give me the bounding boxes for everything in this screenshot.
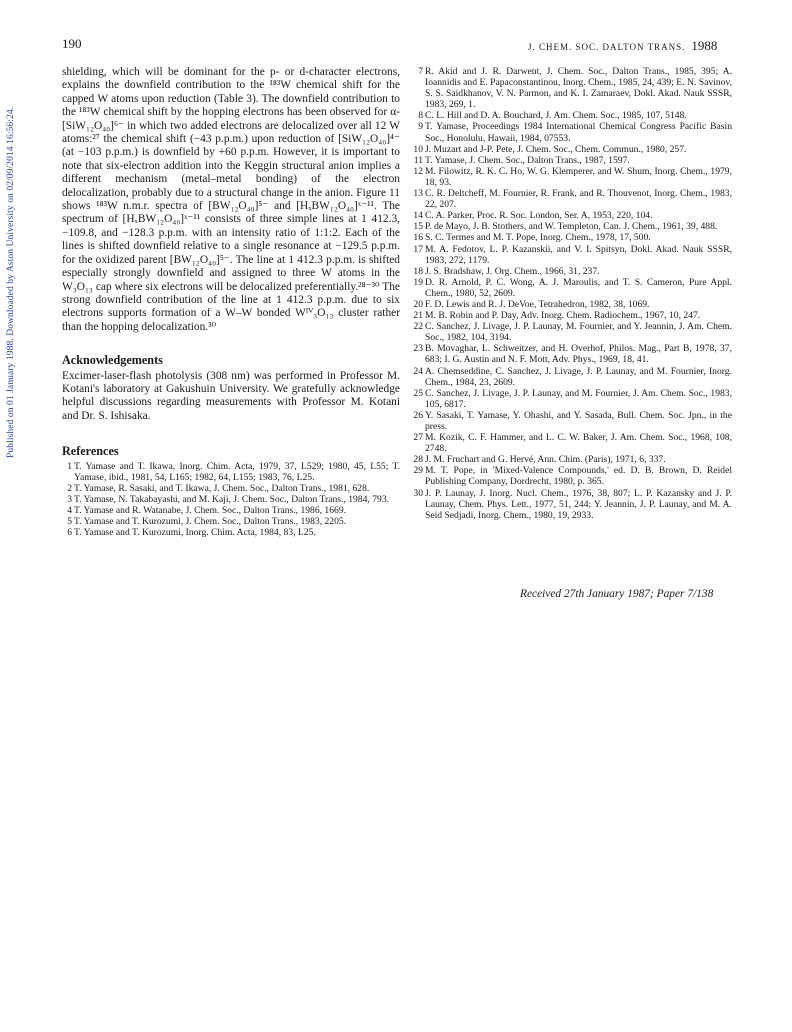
reference-item [412, 244, 732, 266]
reference-item [412, 488, 732, 521]
reference-number: 6 [67, 527, 72, 539]
reference-text: F. D. Lewis and R. J. DeVoe, Tetrahedron, 1982, 38, 1069. [425, 298, 650, 310]
reference-text: J. Muzart and J-P. Pete, J. Chem. Soc., Chem. Commun., 1980, 257. [425, 143, 687, 155]
reference-number: 15 [413, 221, 423, 233]
reference-number: 30 [413, 487, 423, 499]
reference-text: Y. Sasaki, T. Yamase, Y. Ohashi, and Y. Sasada, Bull. Chem. Soc. Jpn., in the press. [425, 409, 732, 432]
body-paragraph: shielding, which will be dominant for the p- or d-character electrons, explains the downfield contribution to the ¹⁸³W chemical shift for the capped W atoms upon reduction (Table 3). The downfield contribution to the ¹⁸³W chemical shift by the hopping electrons has been observed for α-[SiW₁₂O₄₀]⁶⁻ in which two added electrons are delocalized over all 12 W atoms:²⁷ the chemical shift (−43 p.p.m.) upon reduction of [SiW₁₂O₄₀]⁴⁻ (at −103 p.p.m.) is downfield by +60 p.p.m. However, it is important to note that six-electron addition into the Keggin structural anion implies a different mechanism (metal–metal bonding) of the electron delocalization, probably due to a structural change in the anion. Figure 11 shows ¹⁸³W n.m.r. spectra of [BW₁₂O₄₀]⁵⁻ and [HₓBW₁₂O₄₀]ˣ⁻¹¹. The spectrum of [HₓBW₁₂O₄₀]ˣ⁻¹¹ consists of three simple lines at 1 412.3, −109.8, and −128.3 p.p.m. with an intensity ratio of 1:1:2. Each of the lines is shifted downfield relative to a single resonance at −129.5 p.p.m. for the oxidized parent [BW₁₂O₄₀]⁵⁻. The line at 1 412.3 p.p.m. is shifted especially strongly downfield and assigned to three W atoms in the W₃O₁₃ cap where six electrons will be delocalized preferentially.²⁸⁻³⁰ The strong downfield contribution of the line at 1 412.3 p.p.m. due to six electrons supports formation of a W–W bonded Wᴵⱽ₃O₁₃ cluster rather than the hopping delocalization.³⁰ [62, 66, 400, 333]
acknowledgements-text: Excimer-laser-flash photolysis (308 nm) was performed in Professor M. Kotani's laboratory at Gakushuin University. We gratefully acknowledge helpful discussions regarding measurements with Professor M. Kotani and Dr. S. Ishisaka. [62, 369, 400, 422]
reference-item [412, 366, 732, 388]
reference-number: 29 [413, 465, 423, 477]
reference-number: 27 [413, 432, 423, 444]
reference-item [62, 516, 400, 527]
left-column [62, 66, 400, 538]
reference-text: T. Yamase and T. Kurozumi, Inorg. Chim. Acta, 1984, 83, L25. [74, 527, 316, 539]
reference-number: 23 [413, 343, 423, 355]
reference-text: M. Kozik, C. F. Hammer, and L. C. W. Baker, J. Am. Chem. Soc., 1968, 108, 2748. [425, 432, 732, 455]
reference-item [412, 155, 732, 166]
reference-text: T. Yamase and R. Watanabe, J. Chem. Soc., Dalton Trans., 1986, 1669. [74, 504, 347, 516]
reference-number: 7 [418, 66, 423, 77]
reference-number: 26 [413, 409, 423, 421]
reference-number: 20 [413, 298, 423, 310]
reference-number: 8 [418, 110, 423, 122]
reference-text: S. C. Termes and M. T. Pope, Inorg. Chem., 1978, 17, 500. [425, 232, 651, 244]
publication-side-note[interactable]: Published on 01 January 1988. Downloaded by Aston University on 02/09/2014 16:56:24. [6, 106, 16, 458]
reference-item [412, 321, 732, 343]
reference-number: 11 [413, 154, 423, 166]
reference-item [62, 527, 400, 538]
reference-number: 5 [67, 516, 72, 528]
reference-number: 28 [413, 454, 423, 466]
reference-number: 25 [413, 387, 423, 399]
reference-item [62, 461, 400, 483]
reference-text: J. P. Launay, J. Inorg. Nucl. Chem., 1976, 38, 807; L. P. Kazansky and J. P. Launay, Chem. Phys. Lett., 1977, 51, 244; Y. Jeannin, J. P. Launay, and M. A. Seid Sedjadi, Inorg. Chem., 1980, 19, 2933. [425, 487, 732, 521]
running-head [528, 38, 717, 54]
reference-text: C. R. Deltcheff, M. Fournier, R. Frank, and R. Thouvenot, Inorg. Chem., 1983, 22, 207. [425, 188, 732, 211]
reference-item [412, 454, 732, 465]
reference-text: C. Sanchez, J. Livage, J. P. Launay, M. Fournier, and Y. Jeannin, J. Am. Chem. Soc., 1982, 104, 3194. [425, 321, 732, 344]
reference-item [412, 232, 732, 243]
reference-item [412, 299, 732, 310]
reference-text: B. Movaghar, L. Schweitzer, and H. Overhof, Philos. Mag., Part B, 1978, 37, 683; I. G. Austin and N. F. Mott, Adv. Phys., 1969, 18, 41. [425, 343, 732, 366]
reference-item [412, 121, 732, 143]
journal-name: J. CHEM. SOC. DALTON TRANS. [528, 42, 686, 52]
reference-item [412, 310, 732, 321]
reference-item [412, 144, 732, 155]
reference-text: M. B. Robin and P. Day, Adv. Inorg. Chem. Radiochem., 1967, 10, 247. [425, 310, 701, 322]
reference-text: J. S. Bradshaw, J. Org. Chem., 1966, 31, 237. [425, 265, 600, 277]
reference-number: 18 [413, 265, 423, 277]
reference-item [62, 483, 400, 494]
reference-number: 14 [413, 210, 423, 222]
acknowledgements-heading: Acknowledgements [62, 353, 163, 368]
received-note: Received 27th January 1987; Paper 7/138 [520, 588, 714, 600]
reference-text: M. A. Fedotov, L. P. Kazanskii, and V. I. Spitsyn, Dokl. Akad. Nauk SSSR, 1983, 272, 1179. [425, 243, 732, 266]
reference-number: 19 [413, 276, 423, 288]
reference-number: 3 [67, 493, 72, 505]
reference-text: R. Akid and J. R. Darwent, J. Chem. Soc., Dalton Trans., 1985, 395; A. Ioannidis and E. Papaconstantinou, Inorg. Chem., 1985, 24, 439; E. N. Savinov, S. S. Saidkhanov, V. N. Parmon, and K. I. Zamaraev, Dokl. Akad. Nauk SSSR, 1983, 269, 1. [425, 66, 732, 111]
reference-text: J. M. Fruchart and G. Hervé, Ann. Chim. (Paris), 1971, 6, 337. [425, 454, 666, 466]
reference-text: C. A. Parker, Proc. R. Soc. London, Ser. A, 1953, 220, 104. [425, 210, 653, 222]
reference-number: 12 [413, 165, 423, 177]
reference-item [412, 277, 732, 299]
reference-text: M. T. Pope, in 'Mixed-Valence Compounds,' ed. D. B. Brown, D. Reidel Publishing Company, Dordrecht, 1980, p. 365. [425, 465, 732, 488]
reference-number: 1 [67, 460, 72, 472]
reference-item [62, 494, 400, 505]
reference-text: A. Chemseddine, C. Sanchez, J. Livage, J. P. Launay, and M. Fournier, Inorg. Chem., 1984, 23, 2609. [425, 365, 732, 388]
reference-item [412, 110, 732, 121]
reference-item [62, 505, 400, 516]
reference-text: T. Yamase and T. Kurozumi, J. Chem. Soc., Dalton Trans., 1983, 2205. [74, 516, 347, 528]
reference-number: 13 [413, 188, 423, 200]
reference-item [412, 210, 732, 221]
reference-item [412, 266, 732, 277]
reference-number: 21 [413, 310, 423, 322]
reference-text: T. Yamase, R. Sasaki, and T. Ikawa, J. Chem. Soc., Dalton Trans., 1981, 628. [74, 482, 370, 494]
reference-text: T. Yamase, J. Chem. Soc., Dalton Trans., 1987, 1597. [425, 154, 630, 166]
reference-number: 24 [413, 365, 423, 377]
reference-number: 22 [413, 321, 423, 333]
reference-item [412, 166, 732, 188]
references-list-right [412, 66, 732, 521]
reference-text: T. Yamase, Proceedings 1984 International Chemical Congress Pacific Basin Soc., Honolulu, Hawaii, 1984, 07553. [425, 121, 732, 144]
reference-item [412, 432, 732, 454]
reference-item [412, 343, 732, 365]
reference-number: 2 [67, 482, 72, 494]
reference-text: T. Yamase, N. Takabayashi, and M. Kaji, J. Chem. Soc., Dalton Trans., 1984, 793. [74, 493, 390, 505]
reference-text: C. Sanchez, J. Livage, J. P. Launay, and M. Fournier, J. Am. Chem. Soc., 1983, 105, 6817. [425, 387, 732, 410]
reference-item [412, 410, 732, 432]
reference-item [412, 188, 732, 210]
reference-text: P. de Mayo, J. B. Stothers, and W. Templeton, Can. J. Chem., 1961, 39, 488. [425, 221, 718, 233]
reference-text: C. L. Hill and D. A. Bouchard, J. Am. Chem. Soc., 1985, 107, 5148. [425, 110, 687, 122]
page-number: 190 [62, 36, 82, 51]
reference-number: 10 [413, 143, 423, 155]
reference-number: 17 [413, 243, 423, 255]
reference-number: 16 [413, 232, 423, 244]
right-column [412, 66, 732, 521]
reference-number: 9 [418, 121, 423, 133]
reference-item [412, 221, 732, 232]
references-list-left [62, 461, 400, 539]
journal-year: 1988 [691, 38, 718, 53]
reference-item [412, 465, 732, 487]
reference-text: D. R. Arnold, P. C. Wong, A. J. Maroulis, and T. S. Cameron, Pure Appl. Chem., 1980, 52, 2609. [425, 276, 732, 299]
reference-text: T. Yamase and T. Ikawa, Inorg. Chim. Acta, 1979, 37, L529; 1980, 45, L55; T. Yamase, ibid., 1981, 54, L165; 1982, 64, L155; 1983, 76, L25. [74, 460, 400, 483]
reference-text: M. Filowitz, R. K. C. Ho, W. G. Klemperer, and W. Shum, Inorg. Chem., 1979, 18, 93. [425, 165, 732, 188]
reference-item [412, 66, 732, 110]
reference-item [412, 388, 732, 410]
reference-number: 4 [67, 504, 72, 516]
references-heading: References [62, 444, 119, 459]
